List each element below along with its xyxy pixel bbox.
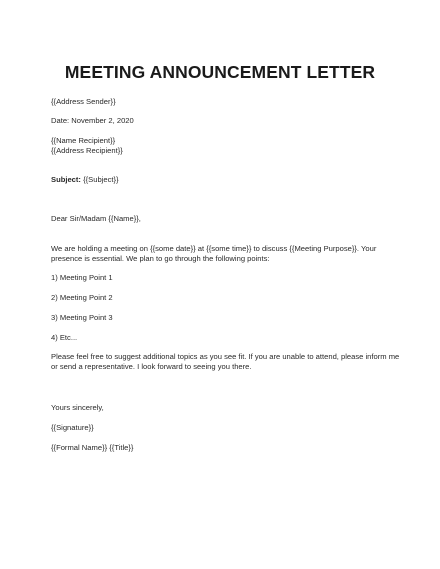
sender-address: {{Address Sender}}	[51, 97, 116, 106]
closing-line-2: or send a representative. I look forward to seeing you there.	[51, 362, 252, 371]
formal-name-title: {{Formal Name}} {{Title}}	[51, 443, 134, 452]
meeting-point-4: 4) Etc...	[51, 333, 78, 342]
subject-value: {{Subject}}	[80, 175, 119, 184]
meeting-point-1: 1) Meeting Point 1	[51, 273, 113, 282]
intro-line-1: We are holding a meeting on {{some date}} at {{some time}} to discuss {{Meeting Purpose}}. Your	[51, 244, 377, 253]
signoff: Yours sincerely,	[51, 403, 104, 412]
meeting-point-3: 3) Meeting Point 3	[51, 313, 113, 322]
meeting-point-2: 2) Meeting Point 2	[51, 293, 113, 302]
intro-line-2: presence is essential. We plan to go through the following points:	[51, 254, 270, 263]
date-line: Date: November 2, 2020	[51, 116, 134, 125]
subject-label: Subject:	[51, 175, 81, 184]
signature: {{Signature}}	[51, 423, 94, 432]
closing-line-1: Please feel free to suggest additional topics as you see fit. If you are unable to attend, please inform me	[51, 352, 400, 361]
recipient-address: {{Address Recipient}}	[51, 146, 123, 155]
recipient-name: {{Name Recipient}}	[51, 136, 116, 145]
subject-line	[51, 175, 119, 185]
letter-title: MEETING ANNOUNCEMENT LETTER	[64, 62, 376, 82]
salutation: Dear Sir/Madam {{Name}},	[51, 214, 141, 223]
